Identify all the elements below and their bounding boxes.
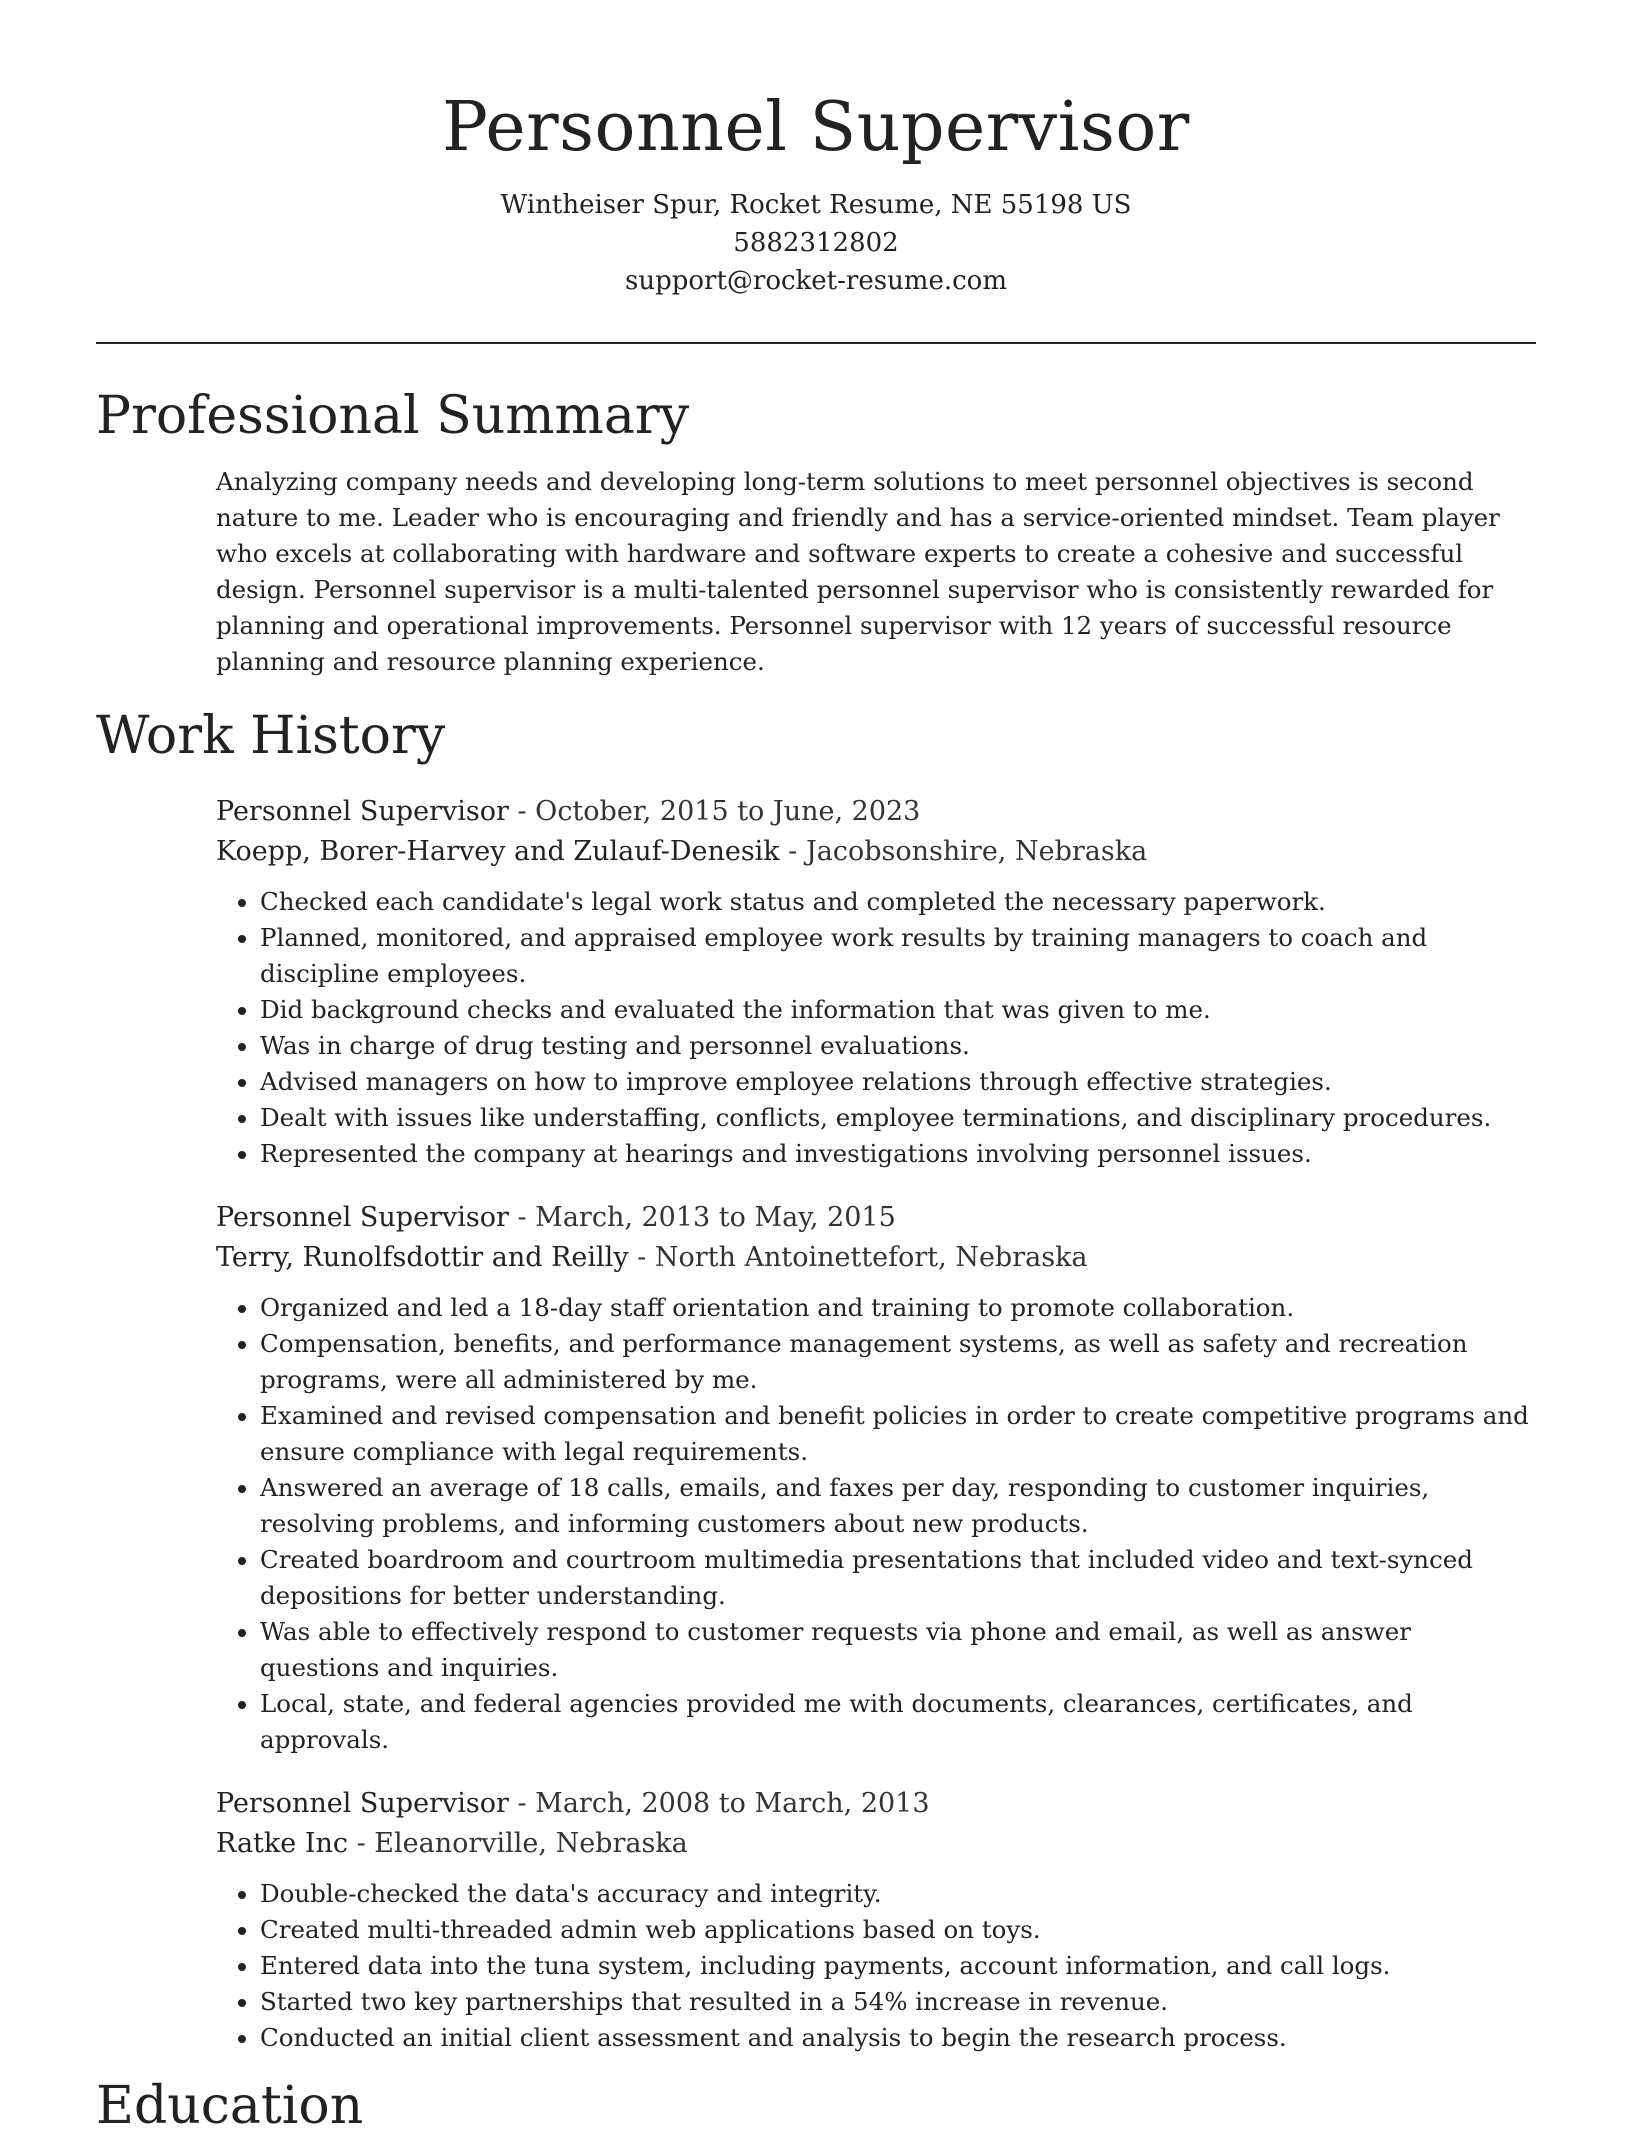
job-bullet-list xyxy=(216,1290,1536,1758)
job-dates: - March, 2008 to March, 2013 xyxy=(508,1788,930,1819)
job-bullet-list xyxy=(216,1876,1536,2056)
job-location: - North Antoinettefort, Nebraska xyxy=(628,1242,1088,1273)
resume-body xyxy=(96,378,1536,2144)
list-item: • Checked each candidate's legal work status and completed the necessary paperwork. xyxy=(260,884,1536,920)
job-entry xyxy=(216,1784,1536,2056)
job-bullet-list xyxy=(216,884,1536,1172)
list-item: • Conducted an initial client assessment and analysis to begin the research process. xyxy=(260,2020,1536,2056)
summary-text: Analyzing company needs and developing long-term solutions to meet personnel objectives is second nature to me. Leader who is encouraging and friendly and has a service-oriented mindset. Team player who excels at collaborating with hardware and software experts to create a cohesive and successful design. Personnel supervisor is a multi-talented personnel supervisor who is consistently rewarded for planning and operational improvements. Personnel supervisor with 12 years of successful resource planning and resource planning experience. xyxy=(216,467,1500,676)
list-item: • Did background checks and evaluated the information that was given to me. xyxy=(260,992,1536,1028)
list-item: • Answered an average of 18 calls, emails, and faxes per day, responding to customer inquiries, resolving problems, and informing customers about new products. xyxy=(260,1470,1536,1542)
list-item: • Created boardroom and courtroom multimedia presentations that included video and text-synced depositions for better understanding. xyxy=(260,1542,1536,1614)
list-item: • Dealt with issues like understaffing, conflicts, employee terminations, and disciplinary procedures. xyxy=(260,1100,1536,1136)
job-dates: - October, 2015 to June, 2023 xyxy=(508,796,921,827)
list-item: • Organized and led a 18-day staff orientation and training to promote collaboration. xyxy=(260,1290,1536,1326)
job-location: - Jacobsonshire, Nebraska xyxy=(779,836,1148,867)
list-item: • Double-checked the data's accuracy and integrity. xyxy=(260,1876,1536,1912)
contact-block xyxy=(0,186,1632,300)
job-title-line xyxy=(216,1198,1536,1238)
summary-heading: Professional Summary xyxy=(96,386,690,446)
job-company: Ratke Inc xyxy=(216,1828,348,1859)
address-text: Wintheiser Spur, Rocket Resume, NE 55198 US xyxy=(500,190,1132,220)
job-role: Personnel Supervisor xyxy=(216,796,509,827)
list-item: • Planned, monitored, and appraised employee work results by training managers to coach and discipline employees. xyxy=(260,920,1536,992)
job-entry xyxy=(216,792,1536,1172)
work-history-heading: Work History xyxy=(96,706,446,766)
job-dates: - March, 2013 to May, 2015 xyxy=(508,1202,896,1233)
job-company-line xyxy=(216,832,1536,872)
job-company: Terry, Runolfsdottir and Reilly xyxy=(216,1242,629,1273)
job-company-line xyxy=(216,1824,1536,1864)
list-item: • Represented the company at hearings and investigations involving personnel issues. xyxy=(260,1136,1536,1172)
job-company: Koepp, Borer-Harvey and Zulauf-Denesik xyxy=(216,836,780,867)
list-item: • Started two key partnerships that resulted in a 54% increase in revenue. xyxy=(260,1984,1536,2020)
job-role: Personnel Supervisor xyxy=(216,1788,509,1819)
list-item: • Compensation, benefits, and performance management systems, as well as safety and recreation programs, were all administered by me. xyxy=(260,1326,1536,1398)
job-entry xyxy=(216,1198,1536,1758)
candidate-name: Personnel Supervisor xyxy=(442,88,1190,167)
phone-text: 5882312802 xyxy=(733,228,899,258)
job-title-line xyxy=(216,1784,1536,1824)
list-item: • Was able to effectively respond to customer requests via phone and email, as well as answer questions and inquiries. xyxy=(260,1614,1536,1686)
list-item: • Created multi-threaded admin web applications based on toys. xyxy=(260,1912,1536,1948)
job-role: Personnel Supervisor xyxy=(216,1202,509,1233)
email-text: support@rocket-resume.com xyxy=(624,266,1007,296)
list-item: • Advised managers on how to improve employee relations through effective strategies. xyxy=(260,1064,1536,1100)
list-item: • Entered data into the tuna system, including payments, account information, and call logs. xyxy=(260,1948,1536,1984)
list-item: • Local, state, and federal agencies provided me with documents, clearances, certificates, and approvals. xyxy=(260,1686,1536,1758)
list-item: • Was in charge of drug testing and personnel evaluations. xyxy=(260,1028,1536,1064)
education-heading: Education xyxy=(96,2076,364,2136)
job-title-line xyxy=(216,792,1536,832)
job-company-line xyxy=(216,1238,1536,1278)
header-divider xyxy=(96,342,1536,344)
resume-header xyxy=(0,0,1632,300)
job-location: - Eleanorville, Nebraska xyxy=(348,1828,688,1859)
list-item: • Examined and revised compensation and benefit policies in order to create competitive programs and ensure compliance with legal requirements. xyxy=(260,1398,1536,1470)
